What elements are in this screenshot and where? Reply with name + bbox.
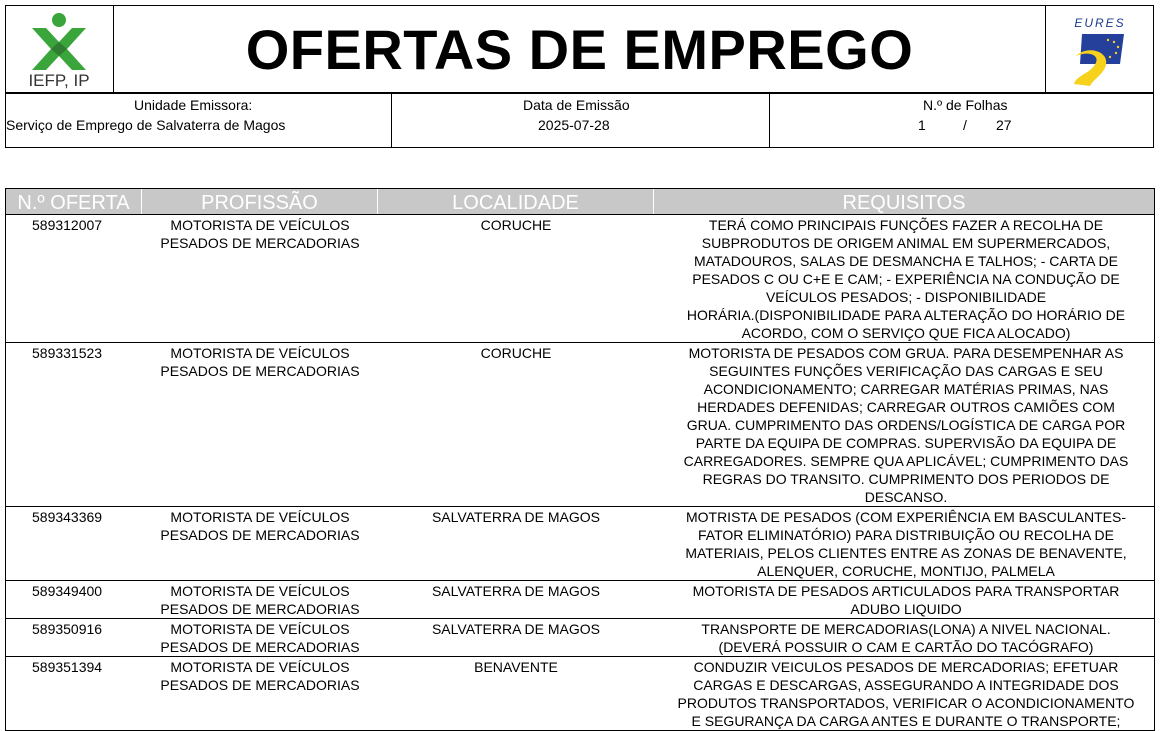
requirements — [654, 215, 1156, 342]
requirements-line: E SEGURANÇA DA CARGA ANTES E DURANTE O TRANSPORTE; — [691, 713, 1121, 729]
title-cell — [113, 5, 1046, 93]
requirements-line: SUBPRODUTOS DE ORIGEM ANIMAL EM SUPERMERCADOS, — [701, 235, 1111, 251]
iefp-logo-text: IEFP, IP — [28, 71, 90, 90]
iefp-logo-icon — [6, 6, 113, 92]
issue-date-value: 2025-07-28 — [538, 117, 610, 133]
table-row — [5, 507, 1155, 581]
profession-line: PESADOS DE MERCADORIAS — [160, 677, 360, 693]
location: SALVATERRA DE MAGOS — [431, 621, 601, 637]
table-row — [5, 343, 1155, 507]
requirements-line: TRANSPORTE DE MERCADORIAS(LONA) A NIVEL NACIONAL. — [701, 621, 1111, 637]
eures-logo-cell — [1045, 5, 1154, 93]
requirements-line: HERDADES DEFENIDAS; CARREGAR OUTROS CAMIÕES COM — [697, 399, 1115, 415]
table-row — [5, 619, 1155, 657]
profession — [142, 657, 378, 694]
profession-line: MOTORISTA DE VEÍCULOS — [170, 345, 350, 361]
requirements — [654, 581, 1156, 618]
profession-line: PESADOS DE MERCADORIAS — [160, 235, 360, 251]
requirements-line: (DEVERÁ POSSUIR O CAM E CARTÃO DO TACÓGRAFO) — [718, 639, 1094, 655]
table-row — [5, 657, 1155, 731]
requirements-line: MOTORISTA DE PESADOS COM GRUA. PARA DESEMPENHAR AS — [688, 345, 1124, 361]
profession — [142, 619, 378, 656]
requirements-line: FATOR ELIMINATÓRIO) PARA DISTRIBUIÇÃO OU RECOLHA DE — [698, 527, 1114, 543]
header-offer-number: N.º OFERTA — [6, 189, 142, 214]
sheet-total: 27 — [996, 117, 1012, 133]
offer-number: 589312007 — [32, 217, 103, 233]
sheet-count — [769, 94, 1155, 147]
sheet-separator: / — [963, 117, 967, 133]
requirements — [654, 619, 1156, 656]
offer-number: 589350916 — [32, 621, 103, 637]
requirements-line: ACORDO, COM O SERVIÇO QUE FICA ALOCADO) — [741, 325, 1071, 341]
profession-line: PESADOS DE MERCADORIAS — [160, 363, 360, 379]
header-requirements: REQUISITOS — [842, 192, 966, 214]
profession — [142, 581, 378, 618]
requirements-line: SEGUINTES FUNÇÕES VERIFICAÇÃO DAS CARGAS E SEU — [709, 363, 1103, 379]
table-header — [5, 188, 1155, 215]
iefp-logo-cell — [5, 5, 114, 93]
eures-logo-text: EURES — [1074, 16, 1126, 30]
table-body — [5, 215, 1155, 731]
issue-date-label: Data de Emissão — [523, 97, 630, 113]
requirements-line: MATERIAIS, PELOS CLIENTES ENTRE AS ZONAS DE BENAVENTE, — [685, 545, 1127, 561]
requirements-line: DESCANSO. — [864, 489, 948, 505]
location: BENAVENTE — [474, 659, 558, 675]
requirements-line: ALENQUER, CORUCHE, MONTIJO, PALMELA — [757, 563, 1055, 579]
table-row — [5, 215, 1155, 343]
profession-line: PESADOS DE MERCADORIAS — [160, 601, 360, 617]
profession-line: MOTORISTA DE VEÍCULOS — [170, 217, 350, 233]
offer-number: 589351394 — [32, 659, 103, 675]
issue-date — [391, 94, 769, 147]
requirements-line: PRODUTOS TRANSPORTADOS, VERIFICAR O ACONDICIONAMENTO — [677, 695, 1135, 711]
requirements — [654, 343, 1156, 506]
requirements-line: VEÍCULOS PESADOS; - DISPONIBILIDADE — [765, 289, 1047, 305]
profession — [142, 507, 378, 544]
requirements-line: REGRAS DO TRANSITO. CUMPRIMENTO DOS PERIODOS DE — [702, 471, 1110, 487]
requirements-line: CONDUZIR VEICULOS PESADOS DE MERCADORIAS; EFETUAR — [693, 659, 1119, 675]
issuing-unit — [6, 94, 391, 147]
header-profession: PROFISSÃO — [142, 189, 378, 214]
job-offers-table — [5, 188, 1155, 731]
requirements-line: PESADOS C OU C+E E CAM; - EXPERIÊNCIA NA CONDUÇÃO DE — [692, 271, 1120, 287]
requirements-line: MOTORISTA DE PESADOS ARTICULADOS PARA TRANSPORTAR — [692, 583, 1120, 599]
header-location: LOCALIDADE — [378, 189, 654, 214]
requirements — [654, 657, 1156, 730]
location: SALVATERRA DE MAGOS — [431, 509, 601, 525]
requirements-line: HORÁRIA.(DISPONIBILIDADE PARA ALTERAÇÃO DO HORÁRIO DE — [686, 307, 1126, 323]
profession-line: MOTORISTA DE VEÍCULOS — [170, 583, 350, 599]
profession — [142, 343, 378, 380]
issuance-info-row — [5, 93, 1154, 148]
page-title: OFERTAS DE EMPREGO — [245, 18, 914, 81]
profession-line: PESADOS DE MERCADORIAS — [160, 527, 360, 543]
location: SALVATERRA DE MAGOS — [431, 583, 601, 599]
requirements-line: ADUBO LIQUIDO — [850, 601, 962, 617]
issuing-unit-value: Serviço de Emprego de Salvaterra de Magos — [6, 117, 286, 133]
requirements — [654, 507, 1156, 580]
eures-logo-icon — [1046, 6, 1153, 92]
table-row — [5, 581, 1155, 619]
requirements-line: PARTE DA EQUIPA DE COMPRAS. SUPERVISÃO DA EQUIPA DE — [695, 435, 1117, 451]
sheet-current: 1 — [918, 117, 926, 133]
requirements-line: CARGAS E DESCARGAS, ASSEGURANDO A INTEGRIDADE DOS — [693, 677, 1119, 693]
requirements-line: MOTRISTA DE PESADOS (COM EXPERIÊNCIA EM BASCULANTES- — [685, 509, 1127, 525]
offer-number: 589331523 — [32, 345, 103, 361]
issuing-unit-label: Unidade Emissora: — [134, 97, 253, 113]
location: CORUCHE — [480, 345, 552, 361]
requirements-line: MATADOUROS, SALAS DE DESMANCHA E TALHOS; - CARTA DE — [694, 253, 1118, 269]
requirements-line: ACONDICIONAMENTO; CARREGAR MATÉRIAS PRIMAS, NAS — [703, 381, 1109, 397]
offer-number: 589349400 — [32, 583, 103, 599]
location: CORUCHE — [480, 217, 552, 233]
profession-line: MOTORISTA DE VEÍCULOS — [170, 659, 350, 675]
offer-number: 589343369 — [32, 509, 103, 525]
profession — [142, 215, 378, 252]
profession-line: MOTORISTA DE VEÍCULOS — [170, 621, 350, 637]
profession-line: PESADOS DE MERCADORIAS — [160, 639, 360, 655]
sheet-count-label: N.º de Folhas — [923, 97, 1008, 113]
requirements-line: GRUA. CUMPRIMENTO DAS ORDENS/LOGÍSTICA DE CARGA POR — [686, 417, 1126, 433]
requirements-line: CARREGADORES. SEMPRE QUA APLICÁVEL; CUMPRIMENTO DAS — [683, 453, 1129, 469]
profession-line: MOTORISTA DE VEÍCULOS — [170, 509, 350, 525]
requirements-line: TERÁ COMO PRINCIPAIS FUNÇÕES FAZER A RECOLHA DE — [708, 217, 1104, 233]
